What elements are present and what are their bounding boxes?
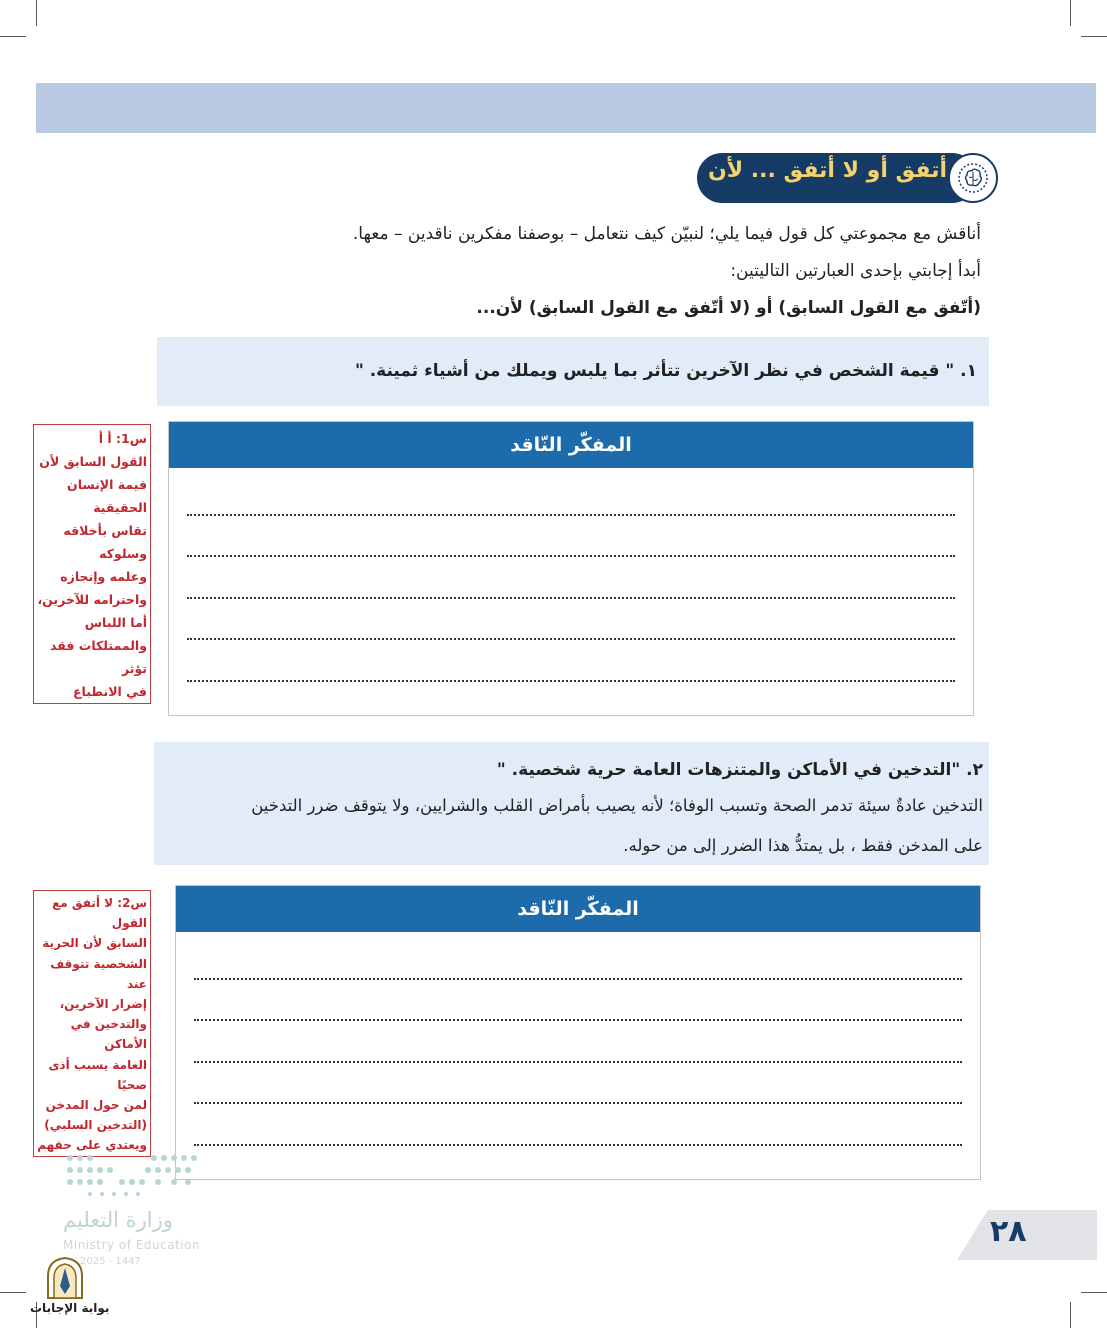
panel-header: المفكّر النّاقد <box>169 422 973 468</box>
crop-mark <box>0 1292 26 1293</box>
question-2-line-2: على المدخن فقط ، بل يمتدُّ هذا الضرر إلى من حوله. <box>623 836 983 855</box>
note-line: والممتلكات فقد تؤثر <box>50 638 147 676</box>
mosque-logo-icon <box>44 1256 86 1300</box>
answer-note-1 <box>33 424 151 704</box>
note-line: القول السابق لأن <box>39 454 147 469</box>
note-line: (التدخين السلبي) <box>44 1118 147 1133</box>
panel-header: المفكّر النّاقد <box>176 886 980 932</box>
intro-line-2: أبدأ إجابتي بإحدى العبارتين التاليتين: <box>730 261 981 281</box>
note-line: السابق لأن الحرية <box>42 936 147 951</box>
note-line: س2: لا أتفق مع القول <box>52 896 147 931</box>
note-line: إضرار الآخرين، <box>59 997 147 1012</box>
answer-line[interactable] <box>187 597 955 599</box>
question-1-text: ١. " قيمة الشخص في نظر الآخرين تتأثر بما يلبس ويملك من أشياء ثمينة. " <box>354 361 977 381</box>
ministry-name-arabic: وزارة التعليم <box>63 1208 173 1232</box>
section-title: أتفق أو لا أتفق ... لأن <box>707 158 947 183</box>
brain-icon <box>948 153 998 203</box>
question-2-line-1: التدخين عادةٌ سيئة تدمر الصحة وتسبب الوفاة؛ لأنه يصيب بأمراض القلب والشرايين، ولا يتوقف ضرر التدخين <box>251 796 983 815</box>
answer-line[interactable] <box>187 514 955 516</box>
answer-note-2 <box>33 890 151 1157</box>
intro-line-1: أناقش مع مجموعتي كل قول فيما يلي؛ لنبيّن كيف نتعامل – بوصفنا مفكرين ناقدين – معها. <box>352 224 981 244</box>
answer-line[interactable] <box>187 638 955 640</box>
answer-line[interactable] <box>194 978 962 980</box>
crop-mark <box>0 36 26 37</box>
note-line: وعلمه وإنجازه <box>60 569 147 584</box>
page-number: ٢٨ <box>990 1214 1027 1249</box>
answer-line[interactable] <box>187 680 955 682</box>
header-band <box>36 83 1096 133</box>
critical-thinker-panel-1 <box>168 421 974 716</box>
note-line: في الانطباع <box>73 684 147 699</box>
ministry-name-english: Ministry of Education <box>63 1238 201 1252</box>
note-line: قيمة الإنسان الحقيقية <box>67 477 147 515</box>
answer-line[interactable] <box>194 1019 962 1021</box>
answer-line[interactable] <box>194 1061 962 1063</box>
crop-mark <box>36 0 37 26</box>
question-2-title: ٢. "التدخين في الأماكن والمتنزهات العامة حرية شخصية. " <box>496 760 983 780</box>
crop-mark <box>1070 1302 1071 1328</box>
critical-thinker-panel-2 <box>175 885 981 1180</box>
page-number-tab <box>957 1210 1097 1260</box>
note-line: الشخصية تتوقف عند <box>50 956 147 991</box>
crop-mark <box>1081 1292 1107 1293</box>
note-line: العامة يسبب أذى صحيًا <box>48 1057 147 1092</box>
ministry-dots-logo <box>62 1150 202 1200</box>
intro-line-3: (أتّفق مع القول السابق) أو (لا أتّفق مع القول السابق) لأن... <box>476 298 981 318</box>
ministry-year: 2025 - 1447 <box>80 1256 141 1267</box>
brand-name: بوابة الإجابات <box>30 1301 110 1315</box>
answer-line[interactable] <box>194 1144 962 1146</box>
note-line: والتدخين في الأماكن <box>70 1017 147 1052</box>
crop-mark <box>1081 36 1107 37</box>
answer-line[interactable] <box>187 555 955 557</box>
note-line: لمن حول المدخن <box>45 1098 147 1113</box>
note-line: واحترامه للآخرين، <box>37 592 147 607</box>
note-line: ويعتدي على حقهم <box>37 1138 147 1153</box>
note-line: أما اللباس <box>84 615 147 630</box>
note-line: س1: أ أ <box>98 431 147 446</box>
answer-line[interactable] <box>194 1102 962 1104</box>
note-line: تقاس بأخلاقه وسلوكه <box>63 523 147 561</box>
crop-mark <box>1070 0 1071 26</box>
